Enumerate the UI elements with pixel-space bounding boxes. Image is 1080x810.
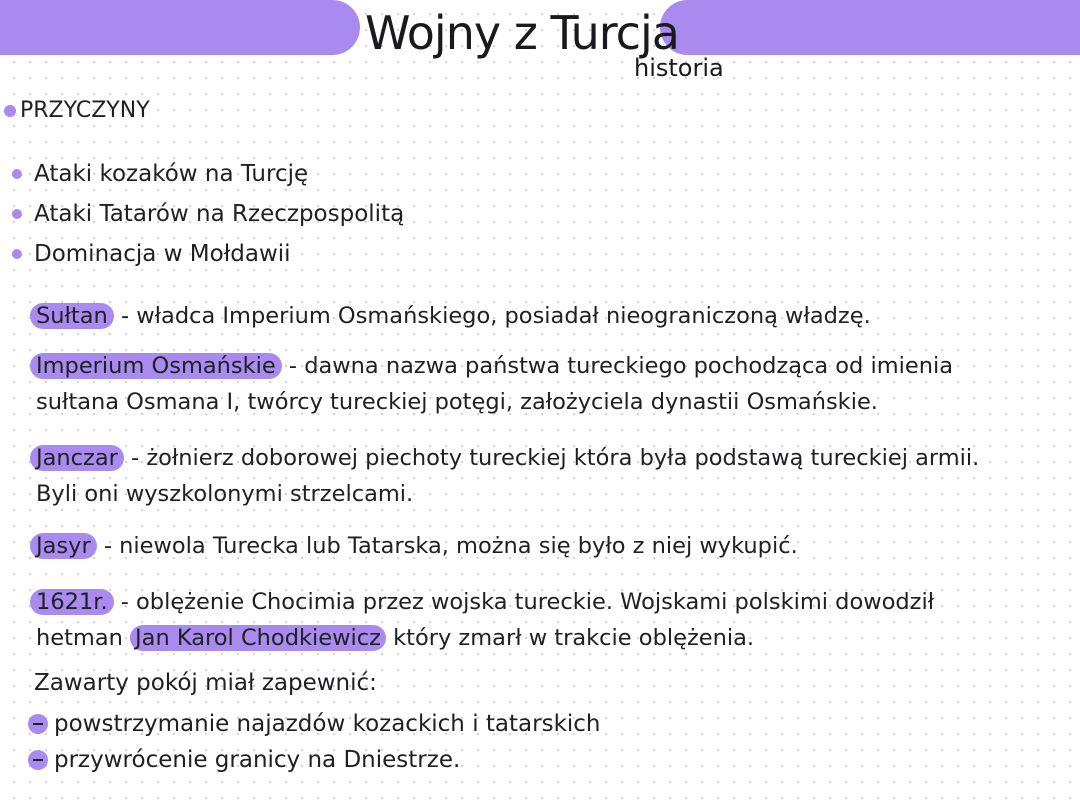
header-banner-left bbox=[0, 0, 360, 55]
section-label: PRZYCZYNY bbox=[20, 98, 150, 123]
definition-event bbox=[36, 584, 934, 656]
definition-text: - dawna nazwa państwa tureckiego pochodząca od imienia bbox=[281, 353, 954, 379]
list-item bbox=[12, 194, 404, 234]
definition-text: który zmarł w trakcie oblężenia. bbox=[385, 625, 755, 651]
dash-bullet-icon bbox=[28, 750, 48, 770]
definition-jasyr bbox=[36, 528, 798, 564]
definition-sultan bbox=[36, 298, 871, 334]
peace-list bbox=[28, 706, 601, 778]
definition-janczar bbox=[36, 440, 979, 512]
term-highlight: Sułtan bbox=[30, 303, 114, 329]
dash-bullet-icon bbox=[28, 714, 48, 734]
definition-text: Byli oni wyszkolonymi strzelcami. bbox=[36, 481, 414, 507]
term-highlight: Imperium Osmańskie bbox=[30, 353, 282, 379]
peace-point: przywrócenie granicy na Dniestrze. bbox=[54, 747, 461, 773]
section-heading bbox=[4, 98, 150, 123]
list-item bbox=[12, 154, 404, 194]
page-subtitle: historia bbox=[634, 54, 724, 82]
bullet-dot-icon bbox=[12, 169, 22, 179]
definition-text: - oblężenie Chocimia przez wojska tureckie. Wojskami polskimi dowodził bbox=[113, 589, 935, 615]
definition-text: - władca Imperium Osmańskiego, posiadał nieograniczoną władzę. bbox=[120, 303, 871, 329]
cause-text: Dominacja w Mołdawii bbox=[34, 241, 291, 267]
list-item bbox=[12, 234, 404, 274]
list-item bbox=[28, 706, 601, 742]
person-highlight: Jan Karol Chodkiewicz bbox=[130, 625, 386, 651]
term-highlight: Janczar bbox=[30, 445, 124, 471]
term-highlight: 1621r. bbox=[30, 589, 114, 615]
header-banner-right bbox=[660, 0, 1080, 55]
definition-text: - niewola Turecka lub Tatarska, można się było z niej wykupić. bbox=[103, 533, 798, 559]
list-item bbox=[28, 742, 601, 778]
cause-text: Ataki kozaków na Turcję bbox=[34, 161, 309, 187]
bullet-dot-icon bbox=[12, 209, 22, 219]
definition-text: hetman bbox=[36, 625, 131, 651]
peace-point: powstrzymanie najazdów kozackich i tatarskich bbox=[54, 711, 601, 737]
page-title: Wojny z Turcja bbox=[365, 6, 679, 60]
causes-list bbox=[12, 154, 404, 274]
definition-imperium bbox=[36, 348, 953, 420]
term-highlight: Jasyr bbox=[30, 533, 97, 559]
peace-intro: Zawarty pokój miał zapewnić: bbox=[34, 670, 377, 696]
definition-text: sułtana Osmana I, twórcy tureckiej potęgi, założyciela dynastii Osmańskie. bbox=[36, 389, 878, 415]
bullet-dot-icon bbox=[4, 105, 16, 117]
definition-text: - żołnierz doborowej piechoty tureckiej która była podstawą tureckiej armii. bbox=[123, 445, 980, 471]
bullet-dot-icon bbox=[12, 249, 22, 259]
cause-text: Ataki Tatarów na Rzeczpospolitą bbox=[34, 201, 405, 227]
